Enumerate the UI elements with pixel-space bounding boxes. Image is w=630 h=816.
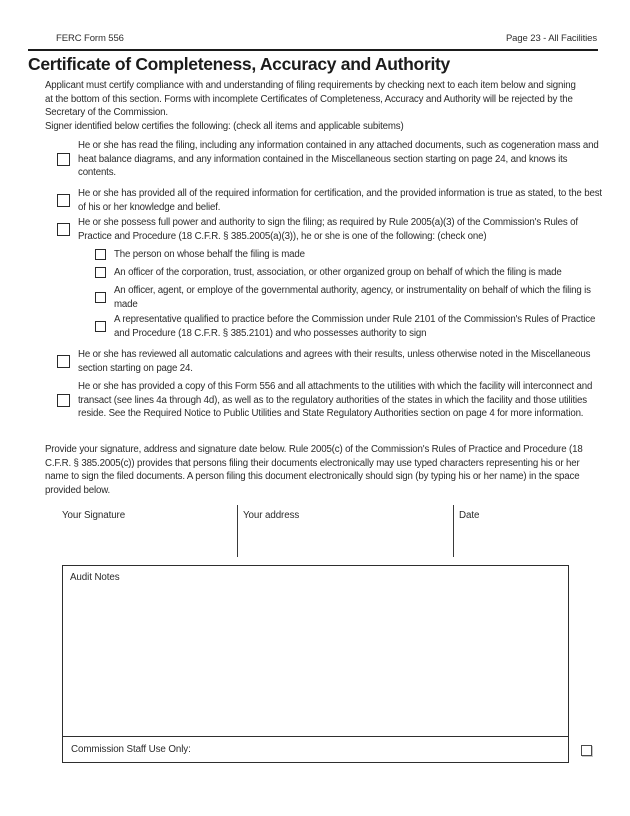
date-label: Date [459, 510, 480, 521]
audit-notes-label: Audit Notes [70, 572, 120, 583]
intro-paragraph: Applicant must certify compliance with and understanding of filing requirements by checking next to each item below and signing at the bottom of this section. Forms with incomplete Certificates of Completeness, Accuracy and Authority will be rejected by the Secretary of the Commission. [45, 80, 576, 119]
subitem-officer-government [95, 284, 600, 311]
signature-field[interactable] [45, 525, 237, 557]
staff-use-field[interactable] [191, 737, 568, 762]
signature-instructions-paragraph: Provide your signature, address and signature date below. Rule 2005(c) of the Commission's Rules of Practice and Procedure (18 C.F.R. § 385.2005(c)) provides that persons filing their documents electronically may use typed characters representing his or her name to sign the filed documents. A person filing this document electronically should sign (by typing his or her name) in the space provided below. [45, 444, 583, 496]
certify-item-calculations [57, 348, 605, 375]
checkbox-calculations[interactable] [57, 355, 70, 368]
header-rule [28, 49, 598, 51]
page-number-label: Page 23 - All Facilities [505, 33, 597, 44]
page-header [56, 33, 597, 44]
subitem-person-on-behalf [95, 248, 600, 262]
subitem-text: The person on whose behalf the filing is made [114, 249, 305, 260]
certify-item-text: He or she has provided all of the required information for certification, and the provided information is true as stated, to the best of his or her knowledge and belief. [78, 188, 602, 213]
checkbox-qualified-representative[interactable] [95, 321, 106, 332]
signature-cell [45, 505, 237, 557]
certify-item-read-filing [57, 139, 605, 180]
subitem-text: An officer of the corporation, trust, association, or other organized group on behalf of which the filing is made [114, 267, 562, 278]
checkbox-officer-corporation[interactable] [95, 267, 106, 278]
address-cell [237, 505, 453, 557]
checkbox-officer-government[interactable] [95, 292, 106, 303]
address-field[interactable] [238, 525, 453, 557]
checkbox-person-on-behalf[interactable] [95, 249, 106, 260]
certify-item-authority [57, 216, 605, 243]
page-title: Certificate of Completeness, Accuracy and Authority [28, 54, 450, 74]
address-label: Your address [243, 510, 300, 521]
commission-staff-strip [63, 736, 568, 762]
certify-item-text: He or she has read the filing, including any information contained in any attached documents, such as cogeneration mass and heat balance diagrams, and any information contained in the Miscellaneous section starting on page 24, and knows its contents. [78, 140, 599, 179]
certify-item-text: He or she has provided a copy of this Form 556 and all attachments to the utilities with which the facility will interconnect and transact (see lines 4a through 4d), as well as to the regulatory authorities of the states in which the facility and those utilities reside. See the Required Notice to Public Utilities and State Regulatory Authorities section on page 4 for more information. [78, 381, 593, 420]
form-number-label: FERC Form 556 [56, 33, 124, 44]
certify-item-copies-provided [57, 380, 605, 421]
subitem-officer-corporation [95, 266, 600, 280]
signature-label: Your Signature [62, 510, 126, 521]
subitem-text: An officer, agent, or employe of the governmental authority, agency, or instrumentality on behalf of which the filing is made [114, 285, 591, 310]
audit-notes-box [62, 565, 569, 763]
staff-review-checkbox[interactable] [581, 745, 592, 756]
certify-item-provided-info [57, 187, 605, 214]
subitem-text: A representative qualified to practice before the Commission under Rule 2101 of the Commission's Rules of Practice and Procedure (18 C.F.R. § 385.2101) and who possesses authority to sign [114, 314, 596, 339]
checkbox-copies-provided[interactable] [57, 394, 70, 407]
subitem-qualified-representative [95, 313, 600, 340]
date-cell [453, 505, 573, 557]
date-field[interactable] [454, 525, 573, 557]
signer-instruction: Signer identified below certifies the following: (check all items and applicable subitems) [45, 121, 404, 132]
certify-item-text: He or she has reviewed all automatic calculations and agrees with their results, unless otherwise noted in the Miscellaneous section starting on page 24. [78, 349, 591, 374]
staff-use-label: Commission Staff Use Only: [71, 744, 191, 755]
certify-item-text: He or she possess full power and authority to sign the filing; as required by Rule 2005(a)(3) of the Commission's Rules of Practice and Procedure (18 C.F.R. § 385.2005(a)(3)), he or she is one of the following: (check one) [78, 217, 578, 242]
signature-section [45, 505, 573, 557]
audit-notes-field[interactable] [63, 588, 568, 735]
checkbox-read-filing[interactable] [57, 153, 70, 166]
checkbox-provided-info[interactable] [57, 194, 70, 207]
checkbox-authority[interactable] [57, 223, 70, 236]
